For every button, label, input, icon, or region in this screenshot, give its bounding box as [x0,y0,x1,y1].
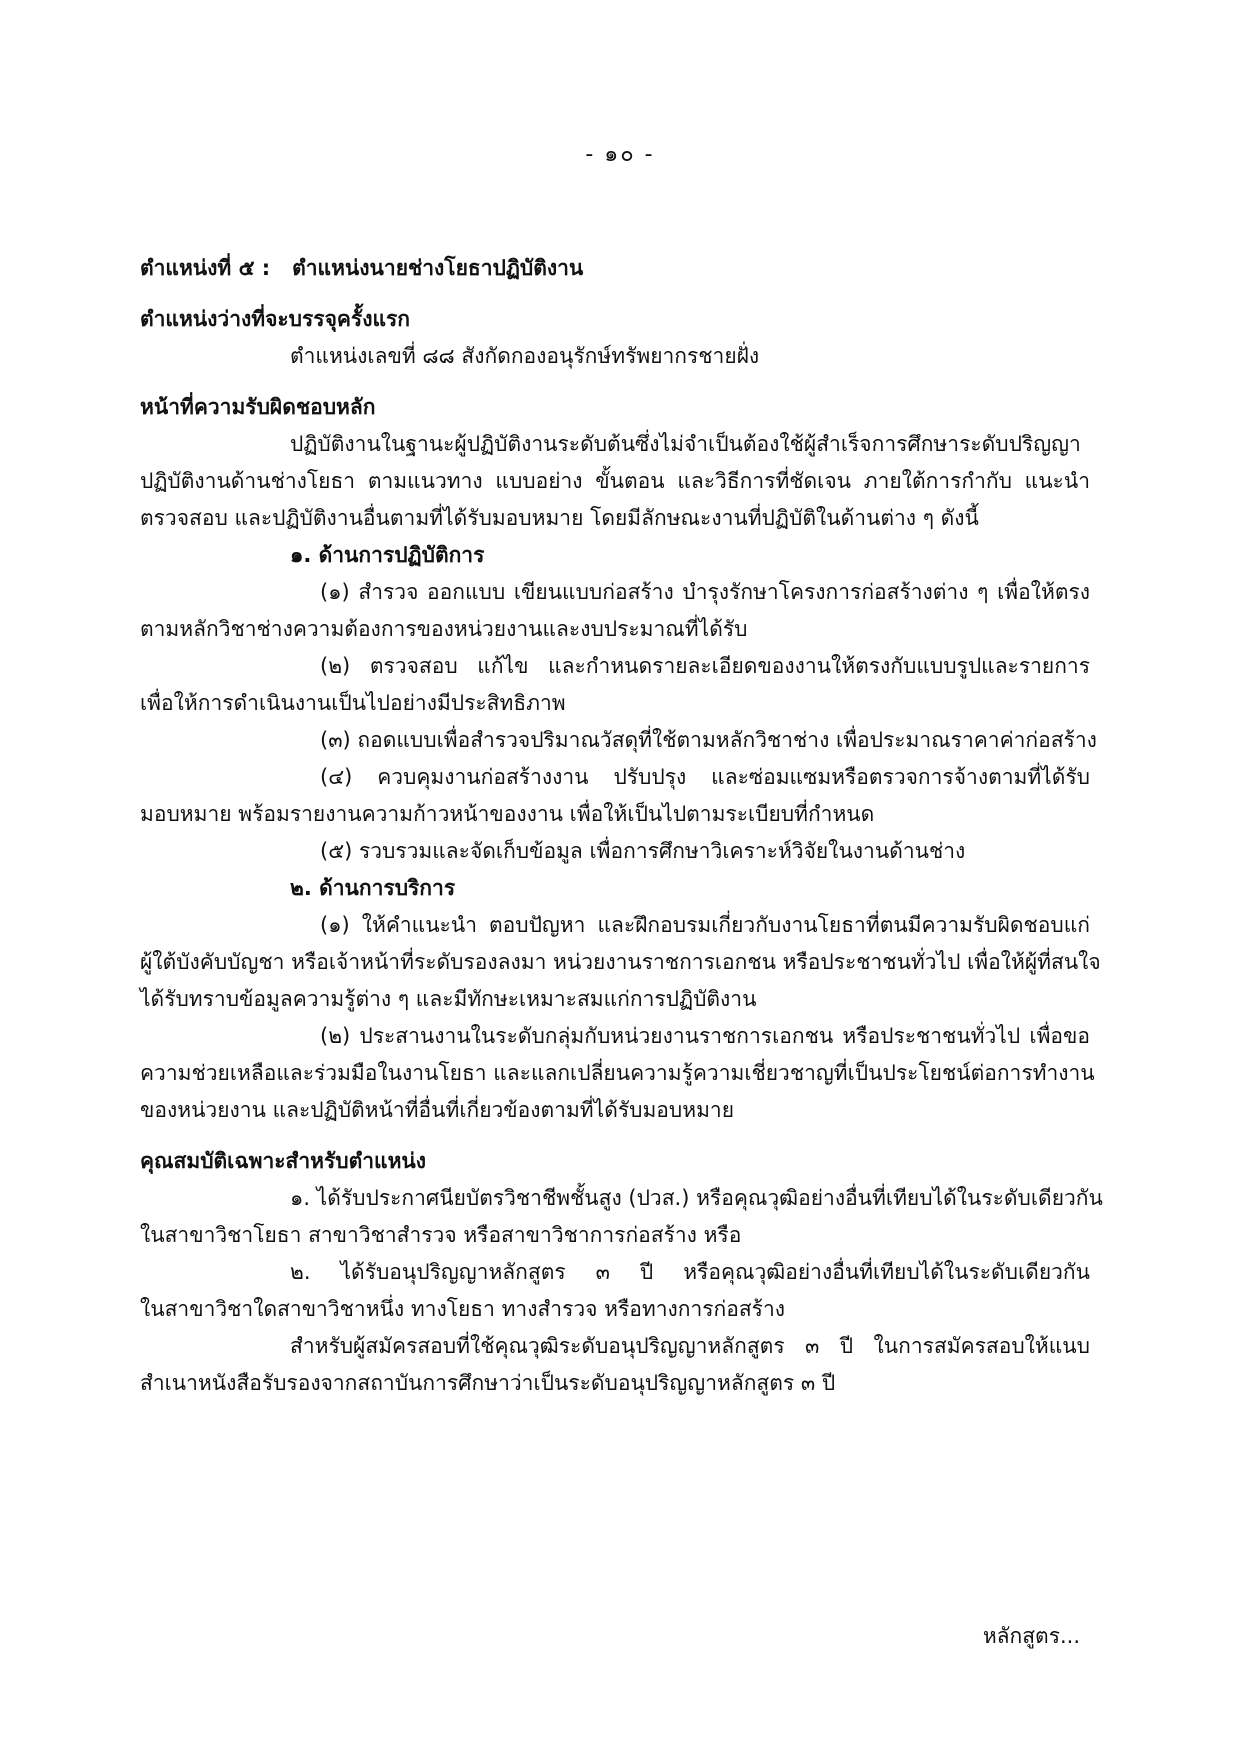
position-heading-label: ตำแหน่งที่ ๕ : [140,256,271,280]
continuation-marker: หลักสูตร... [982,1624,1080,1648]
duties-intro-line: ปฏิบัติงานด้านช่างโยธา ตามแนวทาง แบบอย่าง ขั้นตอน และวิธีการที่ชัดเจน ภายใต้การกำกับ แนะนำ [140,469,1090,493]
operations-heading: ๑. ด้านการปฏิบัติการ [290,543,485,567]
qualification-note: สำหรับผู้สมัครสอบที่ใช้คุณวุฒิระดับอนุปริญญาหลักสูตร ๓ ปี ในการสมัครสอบให้แนบ [290,1334,1090,1358]
duties-intro-line: ปฏิบัติงานในฐานะผู้ปฏิบัติงานระดับต้นซึ่งไม่จำเป็นต้องใช้ผู้สำเร็จการศึกษาระดับปริญญา [290,432,1081,456]
document-body [140,250,1103,1402]
qualifications-heading: คุณสมบัติเฉพาะสำหรับตำแหน่ง [140,1149,427,1173]
service-item-continuation: ได้รับทราบข้อมูลความรู้ต่าง ๆ และมีทักษะเหมาะสมแก่การปฏิบัติงาน [140,987,757,1011]
position-heading-title: ตำแหน่งนายช่างโยธาปฏิบัติงาน [292,256,584,280]
operations-item: (๔) ควบคุมงานก่อสร้างงาน ปรับปรุง และซ่อมแซมหรือตรวจการจ้างตามที่ได้รับ [320,765,1090,789]
operations-item: (๕) รวบรวมและจัดเก็บข้อมูล เพื่อการศึกษาวิเคราะห์วิจัยในงานด้านช่าง [320,839,966,863]
operations-item: (๑) สำรวจ ออกแบบ เขียนแบบก่อสร้าง บำรุงรักษาโครงการก่อสร้างต่าง ๆ เพื่อให้ตรง [320,580,1090,604]
qualification-item-continuation: ในสาขาวิชาโยธา สาขาวิชาสำรวจ หรือสาขาวิชาการก่อสร้าง หรือ [140,1223,742,1247]
qualification-item: ๑. ได้รับประกาศนียบัตรวิชาชีพชั้นสูง (ปวส.) หรือคุณวุฒิอย่างอื่นที่เทียบได้ในระดับเดียวกัน [290,1186,1103,1210]
service-heading: ๒. ด้านการบริการ [290,876,456,900]
operations-item: (๓) ถอดแบบเพื่อสำรวจปริมาณวัสดุที่ใช้ตามหลักวิชาช่าง เพื่อประมาณราคาค่าก่อสร้าง [320,728,1097,752]
operations-item-continuation: เพื่อให้การดำเนินงานเป็นไปอย่างมีประสิทธิภาพ [140,691,566,715]
duties-heading: หน้าที่ความรับผิดชอบหลัก [140,395,376,419]
service-item-continuation: ของหน่วยงาน และปฏิบัติหน้าที่อื่นที่เกี่ยวข้องตามที่ได้รับมอบหมาย [140,1098,735,1122]
service-item-continuation: ความช่วยเหลือและร่วมมือในงานโยธา และแลกเปลี่ยนความรู้ความเชี่ยวชาญที่เป็นประโยชน์ต่อการทำงาน [140,1061,1095,1085]
service-item: (๑) ให้คำแนะนำ ตอบปัญหา และฝึกอบรมเกี่ยวกับงานโยธาที่ตนมีความรับผิดชอบแก่ [320,913,1090,937]
service-item-continuation: ผู้ใต้บังคับบัญชา หรือเจ้าหน้าที่ระดับรองลงมา หน่วยงานราชการเอกชน หรือประชาชนทั่วไป เพื่อให้ผู้ที่สนใจ [140,950,1101,974]
page-number: - ๑๐ - [585,142,655,167]
duties-intro-line: ตรวจสอบ และปฏิบัติงานอื่นตามที่ได้รับมอบหมาย โดยมีลักษณะงานที่ปฏิบัติในด้านต่าง ๆ ดังนี้ [140,506,979,530]
position-heading [140,250,1090,287]
operations-item-continuation: มอบหมาย พร้อมรายงานความก้าวหน้าของงาน เพื่อให้เป็นไปตามระเบียบที่กำหนด [140,802,875,826]
qualification-item-continuation: ในสาขาวิชาใดสาขาวิชาหนึ่ง ทางโยธา ทางสำรวจ หรือทางการก่อสร้าง [140,1297,786,1321]
vacancy-heading: ตำแหน่งว่างที่จะบรรจุครั้งแรก [140,307,410,331]
operations-item-continuation: ตามหลักวิชาช่างความต้องการของหน่วยงานและงบประมาณที่ได้รับ [140,617,748,641]
qualification-item: ๒. ได้รับอนุปริญญาหลักสูตร ๓ ปี หรือคุณวุฒิอย่างอื่นที่เทียบได้ในระดับเดียวกัน [290,1260,1090,1284]
operations-item: (๒) ตรวจสอบ แก้ไข และกำหนดรายละเอียดของงานให้ตรงกับแบบรูปและรายการ [320,654,1090,678]
qualification-note-continuation: สำเนาหนังสือรับรองจากสถาบันการศึกษาว่าเป็นระดับอนุปริญญาหลักสูตร ๓ ปี [140,1371,836,1395]
vacancy-detail: ตำแหน่งเลขที่ ๘๘ สังกัดกองอนุรักษ์ทรัพยากรชายฝั่ง [290,344,760,368]
service-item: (๒) ประสานงานในระดับกลุ่มกับหน่วยงานราชการเอกชน หรือประชาชนทั่วไป เพื่อขอ [320,1024,1090,1048]
